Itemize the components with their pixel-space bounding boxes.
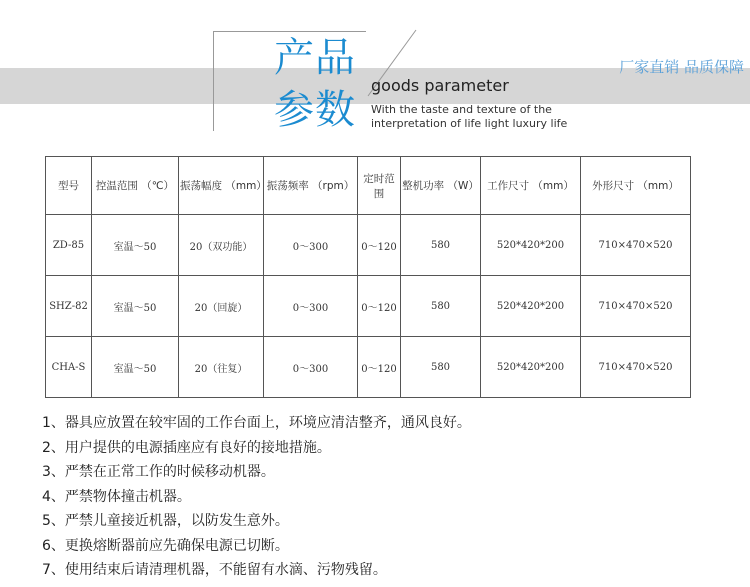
table-header-row [46,157,691,215]
table-cell: 室温～50 [92,276,179,337]
list-item: 4、严禁物体撞击机器。 [42,488,191,505]
table-cell: 580 [401,337,481,398]
table-cell: 0～120 [358,276,401,337]
table-cell: 0～120 [358,337,401,398]
table-cell: 580 [401,276,481,337]
table-cell: 710×470×520 [581,276,691,337]
list-item: 2、用户提供的电源插座应有良好的接地措施。 [42,439,331,456]
slogan: 厂家直销 品质保障 [619,58,744,76]
table-cell: 520*420*200 [481,337,581,398]
header-cell: 工作尺寸 （mm） [481,157,581,215]
table-cell: 室温～50 [92,215,179,276]
subtitle-line2: interpretation of life light luxury life [371,117,568,130]
title-cn-line2: 参数 [274,87,356,133]
header-cell: 型号 [46,157,92,215]
table-cell: CHA-S [46,337,92,398]
table-cell: 0～300 [264,276,358,337]
header-cell: 控温范围 （℃） [92,157,179,215]
table-row [46,215,691,276]
table-cell: 710×470×520 [581,337,691,398]
table-cell: 20（双功能） [179,215,264,276]
table-cell: 20（往复） [179,337,264,398]
table-row [46,337,691,398]
title-en: goods parameter [371,76,509,95]
subtitle-line1: With the taste and texture of the [371,103,552,116]
table-row [46,276,691,337]
table-cell: 520*420*200 [481,276,581,337]
list-item: 6、更换熔断器前应先确保电源已切断。 [42,537,289,554]
table-cell: 0～120 [358,215,401,276]
table-cell: 0～300 [264,337,358,398]
header-cell: 外形尺寸 （mm） [581,157,691,215]
list-item: 7、使用结束后请清理机器，不能留有水滴、污物残留。 [42,562,387,578]
title-cn-line1: 产品 [274,35,356,81]
spec-table [45,156,691,398]
table-cell: 0～300 [264,215,358,276]
table-cell: ZD-85 [46,215,92,276]
header-banner [0,0,750,150]
table-cell: 20（回旋） [179,276,264,337]
header-cell: 定时范围 [358,157,401,215]
list-item: 3、严禁在正常工作的时候移动机器。 [42,464,275,480]
header-cell: 整机功率 （W） [401,157,481,215]
table-cell: 710×470×520 [581,215,691,276]
table-cell: SHZ-82 [46,276,92,337]
header-cell: 振荡频率 （rpm） [264,157,358,215]
table-cell: 520*420*200 [481,215,581,276]
table-cell: 室温～50 [92,337,179,398]
list-item: 5、严禁儿童接近机器，以防发生意外。 [42,513,289,529]
usage-notes-list [42,411,471,583]
header-cell: 振荡幅度 （mm） [179,157,264,215]
table-cell: 580 [401,215,481,276]
list-item: 1、器具应放置在较牢固的工作台面上，环境应清洁整齐，通风良好。 [42,415,471,431]
